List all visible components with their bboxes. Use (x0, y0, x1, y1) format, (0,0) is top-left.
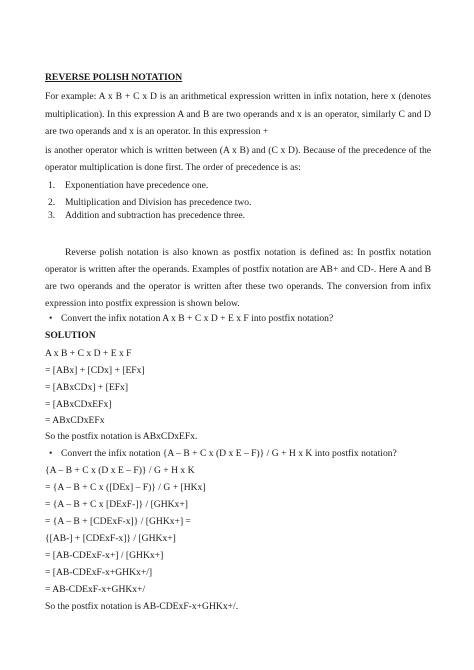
list-number: 2. (48, 197, 56, 208)
solution-label: SOLUTION (45, 330, 96, 341)
bullet-icon: • (49, 448, 53, 459)
paragraph-line: operator is written after the operands. Examples of postfix notation are AB+ and CD-. Here A and B (45, 264, 431, 275)
solution-step: = {A – B + C x ([DEx] – F)} / G + [HKx] (45, 482, 206, 493)
paragraph-line: operator multiplication is done first. The order of precedence is as: (45, 162, 301, 173)
solution-step: = ABxCDxEFx (45, 415, 105, 426)
solution-step: = [ABx] + [CDx] + [EFx] (45, 365, 145, 376)
page-title: REVERSE POLISH NOTATION (45, 72, 183, 83)
solution-step: = [ABxCDxEFx] (45, 399, 112, 410)
paragraph-line: expression into postfix expression is shown below. (45, 298, 240, 309)
solution-step: = {A – B + [CDExF-x]} / [GHKx+] = (45, 516, 191, 527)
solution-step: = [AB-CDExF-x+GHKx+/] (45, 567, 153, 578)
solution-step: A x B + C x D + E x F (45, 348, 132, 359)
question-text: Convert the infix notation {A – B + C x (D x E – F)} / G + H x K into postfix notation? (61, 448, 397, 459)
paragraph-line: multiplication). In this expression A and B are two operands and x is an operator, similarly C and D (45, 109, 431, 120)
paragraph-line: Reverse polish notation is also known as postfix notation is defined as: In postfix notation (65, 247, 431, 258)
answer-text: So the postfix notation is AB-CDExF-x+GHKx+/. (45, 601, 239, 612)
solution-step: = [AB-CDExF-x+] / [GHKx+] (45, 550, 164, 561)
list-number: 1. (48, 180, 56, 191)
paragraph-line: are two operands and x is an operator. In this expression + (45, 126, 269, 137)
list-item: Multiplication and Division has precedence two. (65, 197, 252, 208)
solution-step: {A – B + C x (D x E – F)} / G + H x K (45, 465, 195, 476)
question-text: Convert the infix notation A x B + C x D + E x F into postfix notation? (61, 313, 334, 324)
bullet-icon: • (49, 313, 53, 324)
paragraph-line: is another operator which is written between (A x B) and (C x D). Because of the precedence of the (45, 145, 431, 156)
solution-step: {[AB-] + [CDExF-x]} / [GHKx+] (45, 533, 176, 544)
answer-text: So the postfix notation is ABxCDxEFx. (45, 431, 198, 442)
solution-step: = AB-CDExF-x+GHKx+/ (45, 584, 146, 595)
paragraph-line: For example: A x B + C x D is an arithmetical expression written in infix notation, here x (denotes (45, 91, 431, 102)
list-item: Exponentiation have precedence one. (65, 180, 209, 191)
list-item: Addition and subtraction has precedence three. (65, 210, 246, 221)
list-number: 3. (48, 210, 56, 221)
solution-step: = {A – B + C x [DExF-]} / [GHKx+] (45, 499, 188, 510)
paragraph-line: are two operands and the operator is written after these two operands. The conversion from infix (45, 281, 431, 292)
solution-step: = [ABxCDx] + [EFx] (45, 382, 129, 393)
